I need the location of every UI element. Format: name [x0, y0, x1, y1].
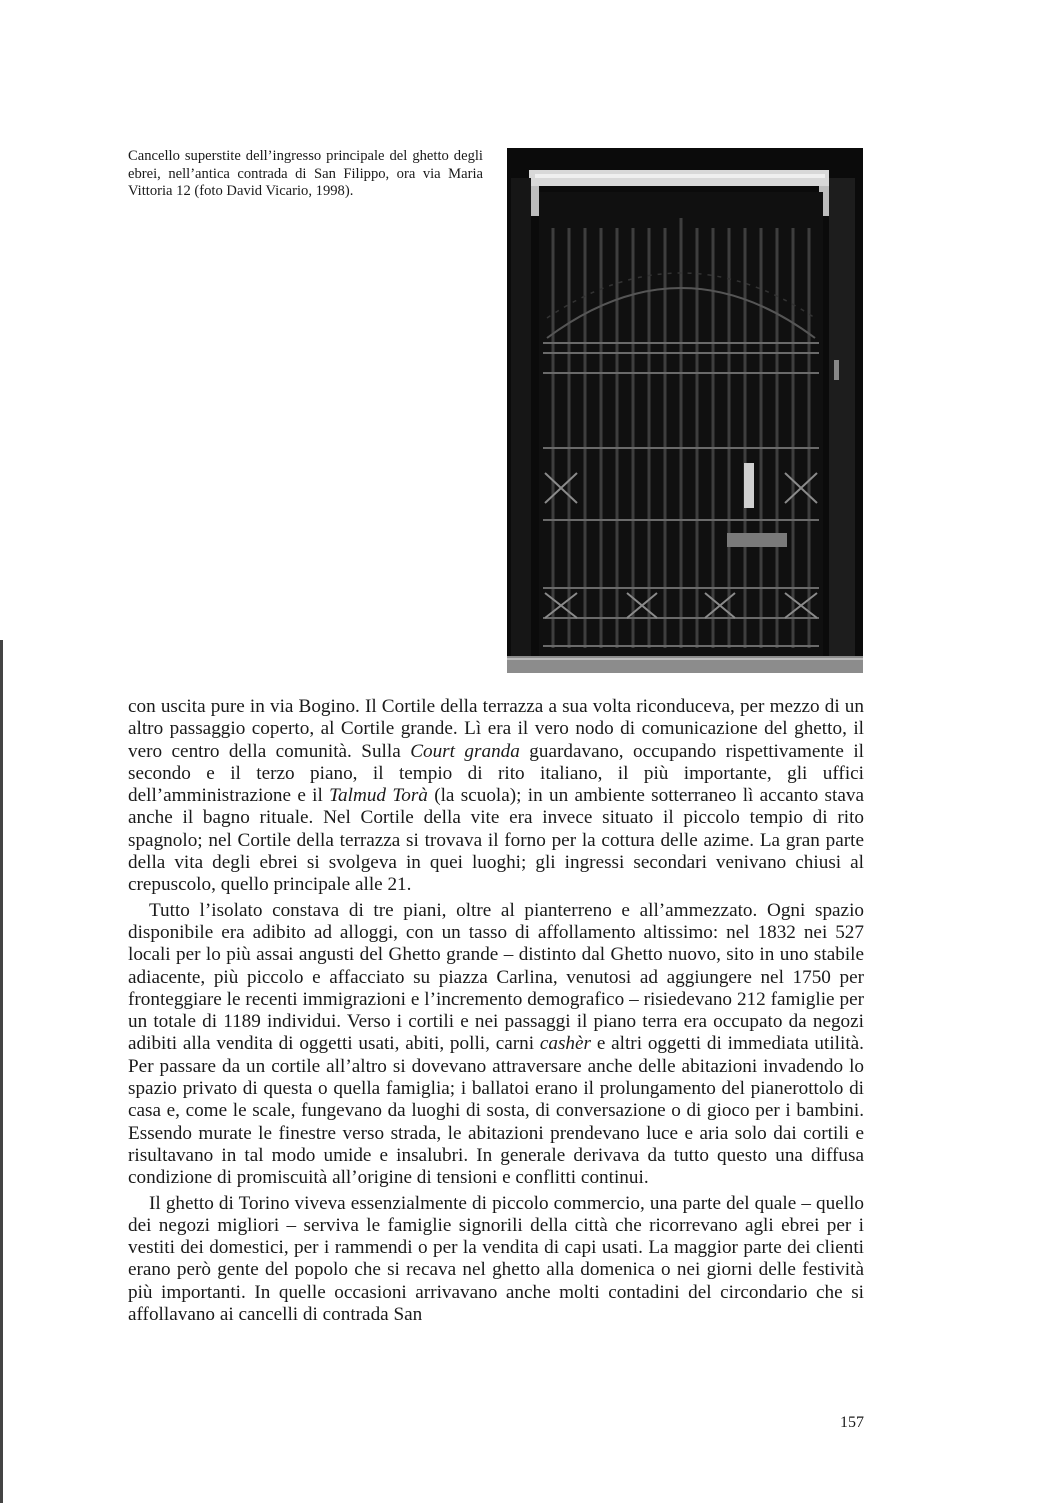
paragraph-1-part-2: guardavano, occupando rispettivamente il secondo e il terzo piano, il tempio di rito italiano, il più importante, gli uffici dell’amministrazione e il [128, 740, 864, 807]
gate-photograph [507, 148, 863, 673]
paragraph-3-part-1: Il ghetto di Torino viveva essenzialmente di piccolo commercio, una parte del quale – quello dei negozi migliori – serviva le famiglie signorili della città che ricorrevano agli ebrei per i vestiti dei domestici, per i rammendi o per la vendita di capi usati. La maggior parte dei clienti erano però gente del popolo che si recava nel ghetto alla domenica o nei giorni delle festività più importanti. In quelle occasioni arrivavano anche molti contadini del circondario che si affollavano ai cancelli di contrada San [128, 1192, 864, 1326]
paragraph-1-italic-2: Talmud Torà [329, 785, 428, 807]
paragraph-2 [128, 900, 864, 1190]
paragraph-1-italic-1: Court granda [410, 740, 520, 762]
paragraph-3 [128, 1193, 864, 1327]
paragraph-2-part-1: Tutto l’isolato constava di tre piani, oltre al pianterreno e all’ammezzato. Ogni spazio disponibile era adibito ad alloggi, con un tasso di affollamento altissimo: nel 1832 nei 527 locali per lo più assai angusti del Ghetto grande – distinto dal Ghetto nuovo, sito in uno stabile adiacente, più piccolo e affacciato su piazza Carlina, venutosi ad aggiungere nel 1750 per fronteggiare le recenti immigrazioni e l’incremento demografico – risiedevano 212 famiglie per un totale di 1189 individui. Verso i cortili e nei passaggi il piano terra era occupato da negozi adibiti alla vendita di oggetti usati, abiti, polli, carni [128, 899, 864, 1055]
article-body [128, 696, 864, 1329]
paragraph-2-italic-1: cashèr [539, 1033, 592, 1055]
paragraph-2-part-2: e altri oggetti di immediata utilità. Per passare da un cortile all’altro si dovevano attraversare anche delle abitazioni invadendo lo spazio privato di questa o quella famiglia; i ballatoi erano il prolungamento del pianerottolo di casa e, come le scale, fungevano da luoghi di sosta, di conversazione o di gioco per i bambini. Essendo murate le finestre verso strada, le abitazioni prendevano luce e aria solo dai cortili e risultavano in tal modo umide e insalubri. In generale derivava da tutto questo una diffusa condizione di promiscuità all’origine di tensioni e conflitti continui. [128, 1033, 864, 1189]
page-number: 157 [840, 1414, 864, 1431]
photo-caption [128, 148, 483, 201]
paragraph-1 [128, 696, 864, 897]
gate-illustration [507, 148, 863, 673]
caption-text: Cancello superstite dell’ingresso principale del ghetto degli ebrei, nell’antica contrada di San Filippo, ora via Maria Vittoria 12 (foto David Vicario, 1998). [128, 148, 483, 199]
paragraph-1-part-1: con uscita pure in via Bogino. Il Cortile della terrazza a sua volta riconduceva, per mezzo di un altro passaggio coperto, al Cortile grande. Lì era il vero nodo di comunicazione del ghetto, il vero centro della comunità. Sulla [128, 696, 864, 762]
page-binding-edge [0, 640, 3, 1503]
paragraph-1-part-3: (la scuola); in un ambiente sotterraneo lì accanto stava anche il bagno rituale. Nel Cortile della vite era invece situato il piccolo tempio di rito spagnolo; nel Cortile della terrazza si trovava il forno per la cottura delle azime. La gran parte della vita degli ebrei si svolgeva in quei luoghi; gli ingressi secondari venivano chiusi al crepuscolo, quello principale alle 21. [128, 785, 864, 896]
